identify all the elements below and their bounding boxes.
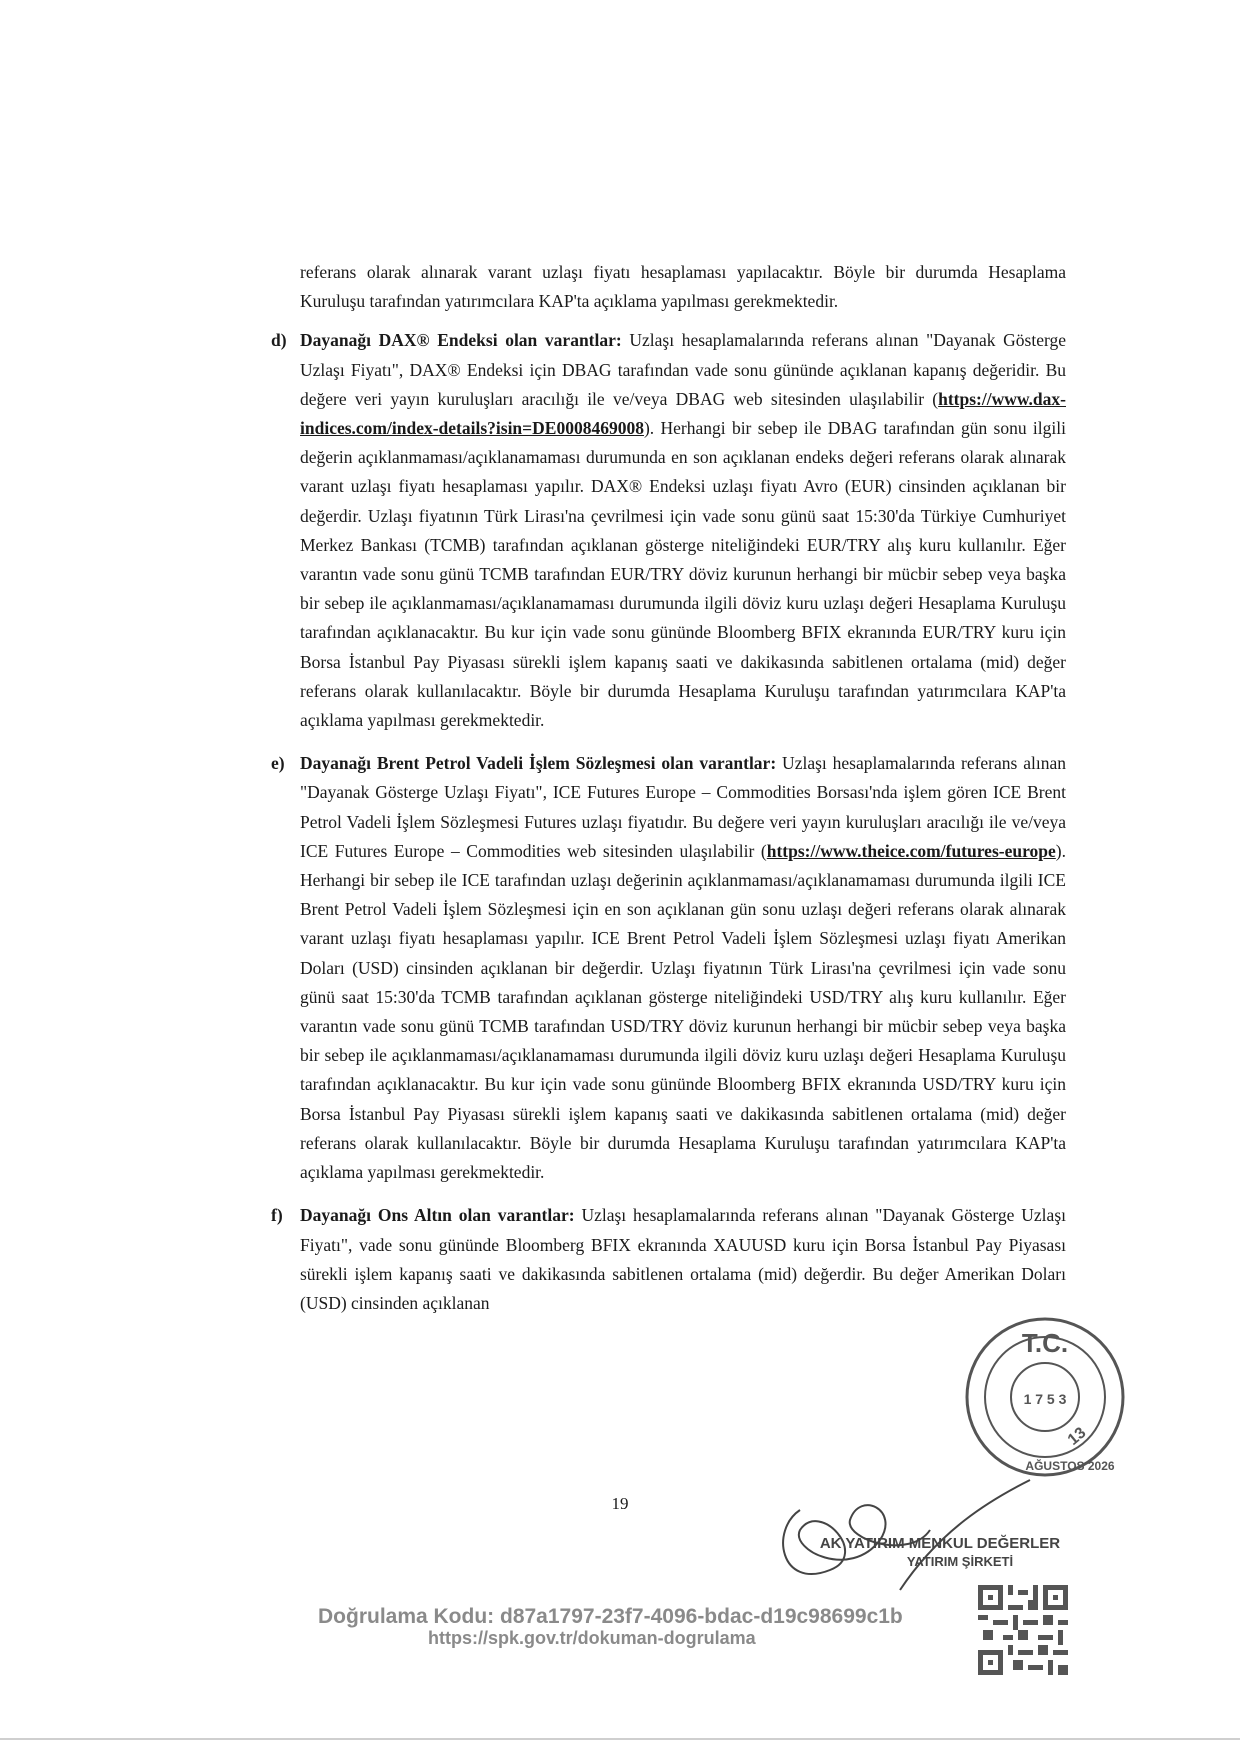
qr-code-icon (978, 1585, 1068, 1675)
item-heading: Dayanağı DAX® Endeksi olan varantlar: (300, 330, 622, 351)
svg-text:YATIRIM ŞİRKETİ: YATIRIM ŞİRKETİ (906, 1554, 1014, 1569)
list-item-d (271, 326, 1066, 735)
document-body (271, 258, 1066, 1332)
svg-text:AĞUSTOS 2026: AĞUSTOS 2026 (1025, 1459, 1115, 1473)
svg-text:AK YATIRIM MENKUL DEĞERLER: AK YATIRIM MENKUL DEĞERLER (819, 1535, 1061, 1552)
list-item-f (271, 1201, 1066, 1318)
list-marker: e) (271, 753, 285, 774)
verification-block (318, 1605, 958, 1647)
item-text-continued: ). Herhangi bir sebep ile ICE tarafından uzlaşı değerinin açıklanmaması/açıklanamaması durumunda ilgili ICE Brent Petrol Vadeli İşlem Sözleşmesi için en son açıklanan gün sonu uzlaşı değeri referans olarak alınarak varant uzlaşı fiyatı hesaplaması yapılır. ICE Brent Petrol Vadeli İşlem Sözleşmesi uzlaşı fiyatı Amerikan Doları (USD) cinsinden açıklanan bir değerdir. Uzlaşı fiyatının Türk Lirası'na çevrilmesi için vade sonu günü saat 15:30'da TCMB tarafından açıklanan gösterge niteliğindeki USD/TRY alış kuru kullanılır. Eğer varantın vade sonu günü TCMB tarafından USD/TRY döviz kurunun herhangi bir mücbir sebep veya başka bir sebep ile açıklanmaması/açıklanamaması durumunda ilgili döviz kuru uzlaşı değeri Hesaplama Kuruluşu tarafından açıklanacaktır. Bu kur için vade sonu gününde Bloomberg BFIX ekranında USD/TRY kuru için Borsa İstanbul Pay Piyasası sürekli işlem kapanış saati ve dakikasında sabitlenen ortalama (mid) değer referans olarak kullanılacaktır. Böyle bir durumda Hesaplama Kuruluşu tarafından yatırımcılara KAP'ta açıklama yapılması gerekmektedir. (300, 840, 1066, 1183)
list-marker: d) (271, 330, 287, 351)
svg-text:13: 13 (1064, 1424, 1090, 1449)
dax-indices-link[interactable]: https://www.dax-indices.com/index-details?isin=DE0008469008 (300, 388, 1066, 439)
svg-text:T.C.: T.C. (1021, 1328, 1069, 1358)
list-item-e (271, 749, 1066, 1187)
intro-paragraph: referans olarak alınarak varant uzlaşı fiyatı hesaplaması yapılacaktır. Böyle bir durumda Hesaplama Kuruluşu tarafından yatırımcılara KAP'ta açıklama yapılması gerekmektedir. (300, 262, 1066, 312)
item-heading: Dayanağı Brent Petrol Vadeli İşlem Sözleşmesi olan varantlar: (300, 753, 777, 774)
theice-futures-link[interactable]: https://www.theice.com/futures-europe (766, 840, 1056, 861)
item-text: Uzlaşı hesaplamalarında referans alınan "Dayanak Gösterge Uzlaşı Fiyatı", DAX® Endeksi için DBAG tarafından vade sonu gününde açıklanan kapanış değeridir. Bu değere veri yayın kuruluşları aracılığı ile ve/veya DBAG web sitesinden ulaşılabilir ( (300, 330, 1066, 409)
page-bottom-edge (0, 1738, 1240, 1740)
company-stamp-icon (960, 1312, 1130, 1482)
item-heading: Dayanağı Ons Altın olan varantlar: (300, 1205, 575, 1226)
item-text: Uzlaşı hesaplamalarında referans alınan "Dayanak Gösterge Uzlaşı Fiyatı", ICE Futures Europe – Commodities Borsası'nda işlem gören ICE Brent Petrol Vadeli İşlem Sözleşmesi Futures uzlaşı fiyatıdır. Bu değere veri yayın kuruluşları aracılığı ile ve/veya ICE Futures Europe – Commodities web sitesinden ulaşılabilir ( (300, 753, 1066, 861)
svg-text:1 7 5 3: 1 7 5 3 (1023, 1391, 1067, 1407)
item-text-continued: ). Herhangi bir sebep ile DBAG tarafından gün sonu ilgili değerin açıklanmaması/açıklanamaması durumunda en son açıklanan endeks değeri referans olarak alınarak varant uzlaşı fiyatı hesaplaması yapılır. DAX® Endeksi uzlaşı fiyatı Avro (EUR) cinsinden açıklanan bir değerdir. Uzlaşı fiyatının Türk Lirası'na çevrilmesi için vade sonu günü saat 15:30'da Türkiye Cumhuriyet Merkez Bankası (TCMB) tarafından açıklanan gösterge niteliğindeki EUR/TRY alış kuru kullanılır. Eğer varantın vade sonu günü TCMB tarafından EUR/TRY döviz kurunun herhangi bir mücbir sebep veya başka bir sebep ile açıklanmaması/açıklanamaması durumunda ilgili döviz kuru uzlaşı değeri Hesaplama Kuruluşu tarafından açıklanacaktır. Bu kur için vade sonu gününde Bloomberg BFIX ekranında EUR/TRY kuru için Borsa İstanbul Pay Piyasası sürekli işlem kapanış saati ve dakikasında sabitlenen ortalama (mid) değer referans olarak kullanılacaktır. Böyle bir durumda Hesaplama Kuruluşu tarafından yatırımcılara KAP'ta açıklama yapılması gerekmektedir. (300, 418, 1066, 731)
verification-code: Doğrulama Kodu: d87a1797-23f7-4096-bdac-d19c98699c1b (318, 1605, 903, 1628)
verification-url[interactable]: https://spk.gov.tr/dokuman-dogrulama (428, 1628, 756, 1648)
page-number: 19 (611, 1494, 629, 1513)
item-text: Uzlaşı hesaplamalarında referans alınan "Dayanak Gösterge Uzlaşı Fiyatı", vade sonu gününde Bloomberg BFIX ekranında XAUUSD kuru için Borsa İstanbul Pay Piyasası sürekli işlem kapanış saati ve dakikasında sabitlenen ortalama (mid) değerdir. Bu değer Amerikan Doları (USD) cinsinden açıklanan (300, 1205, 1066, 1313)
list-marker: f) (271, 1205, 283, 1226)
